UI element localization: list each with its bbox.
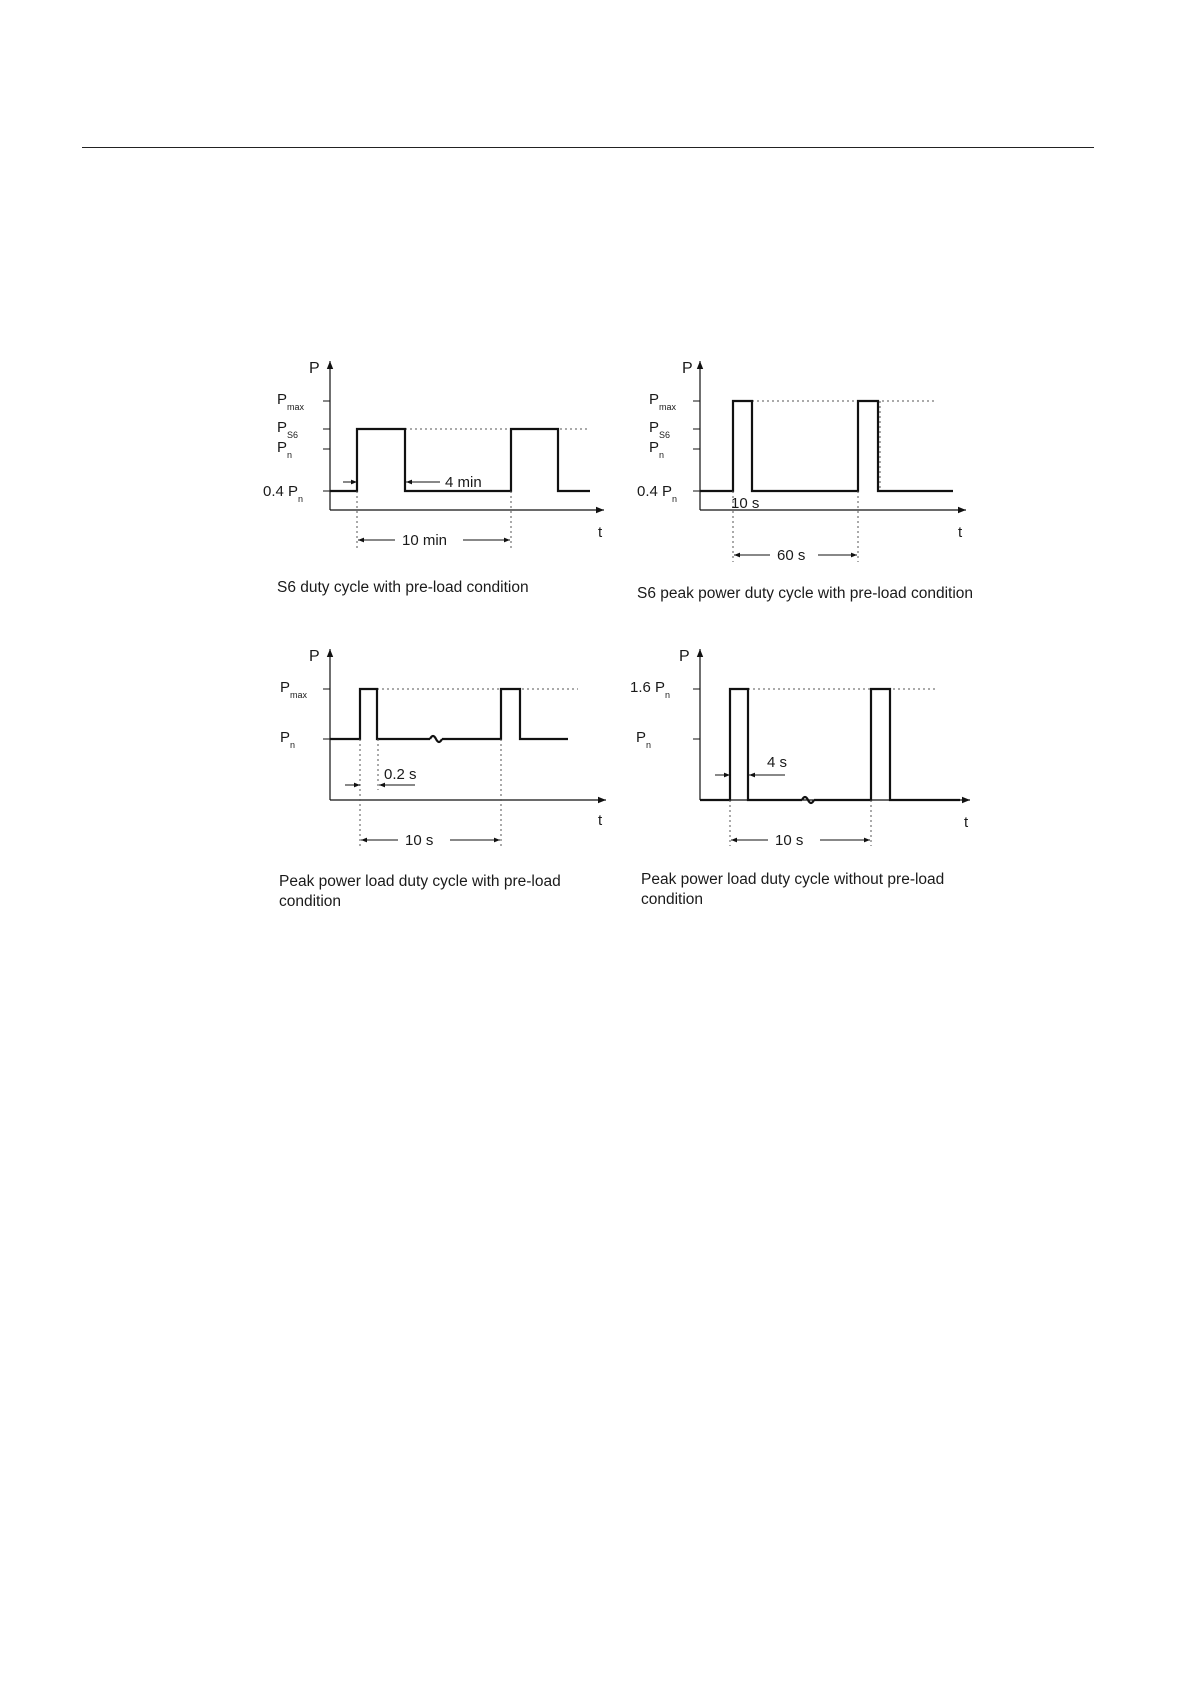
caption: S6 peak power duty cycle with pre-load condition — [637, 585, 974, 602]
level-pn: $P_n$ — [636, 729, 652, 750]
dim-10s-label: 10 s — [775, 832, 804, 849]
y-axis-label: P — [682, 360, 693, 377]
level-0-4pn: 0.4 $P_n$ — [637, 483, 678, 504]
panel-peak-preload — [279, 648, 606, 910]
level-ps6: $P_{S6}$ — [277, 419, 299, 440]
dim-4min-label: 4 min — [445, 474, 482, 491]
y-axis-label: P — [309, 360, 320, 377]
load-waveform — [330, 689, 430, 739]
caption-line-2: condition — [641, 891, 704, 908]
load-waveform — [700, 689, 802, 800]
x-axis-label: t — [598, 524, 603, 541]
level-pn: $P_n$ — [277, 439, 293, 460]
dim-10s-label: 10 s — [731, 495, 760, 512]
dim-0-2s-label: 0.2 s — [384, 766, 417, 783]
dim-10s-label: 10 s — [405, 832, 434, 849]
caption-line-1: Peak power load duty cycle with pre-load — [279, 873, 561, 890]
load-waveform — [700, 401, 953, 491]
level-pn: $P_n$ — [280, 729, 296, 750]
dim-10min-label: 10 min — [402, 532, 448, 549]
level-pmax: $P_{max}$ — [649, 391, 677, 412]
dim-4s-label: 4 s — [767, 754, 788, 771]
caption-line-2: condition — [279, 893, 342, 910]
y-axis-label: P — [679, 648, 690, 665]
level-ps6: $P_{S6}$ — [649, 419, 671, 440]
x-axis-label: t — [598, 812, 603, 829]
level-pmax: $P_{max}$ — [280, 679, 308, 700]
panel-s6-peak-preload — [637, 360, 973, 602]
level-1-6pn: 1.6 $P_n$ — [630, 679, 671, 700]
level-0-4pn: 0.4 $P_n$ — [263, 483, 304, 504]
caption-line-1: Peak power load duty cycle without pre-load — [641, 871, 945, 888]
x-axis-label: t — [958, 524, 963, 541]
x-axis-label: t — [964, 814, 969, 831]
level-pn: $P_n$ — [649, 439, 665, 460]
caption: S6 duty cycle with pre-load condition — [277, 579, 529, 596]
y-axis-label: P — [309, 648, 320, 665]
panel-s6-preload — [263, 360, 604, 596]
level-pmax: $P_{max}$ — [277, 391, 305, 412]
dim-60s-label: 60 s — [777, 547, 806, 564]
panel-peak-no-preload — [630, 648, 970, 908]
